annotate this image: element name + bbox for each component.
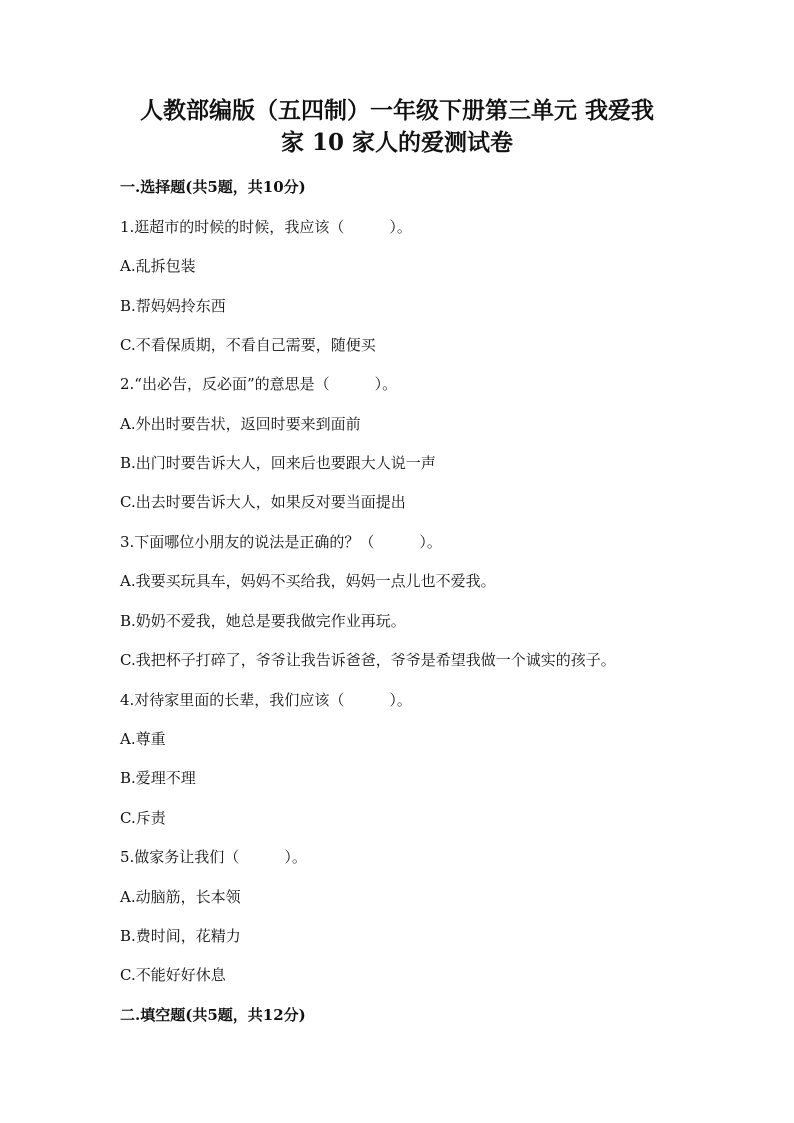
question-2-stem: 2.“出必告，反必面”的意思是（ ）。 <box>120 375 398 393</box>
question-3-option-b: B.奶奶不爱我，她总是要我做完作业再玩。 <box>120 612 406 630</box>
section-heading-fill-blank: 二.填空题(共5题，共12分) <box>120 1006 306 1024</box>
page-title-line-2: 家 10 家人的爱测试卷 <box>280 129 514 156</box>
question-4-option-c: C.斥责 <box>120 809 166 827</box>
question-4-stem: 4.对待家里面的长辈，我们应该（ ）。 <box>120 691 412 709</box>
question-2-option-a: A.外出时要告状，返回时要来到面前 <box>120 415 361 433</box>
question-5-option-a: A.动脑筋，长本领 <box>120 888 241 906</box>
question-5-option-c: C.不能好好休息 <box>120 966 226 984</box>
question-5-option-b: B.费时间，花精力 <box>120 927 241 945</box>
question-2-option-c: C.出去时要告诉大人，如果反对要当面提出 <box>120 493 406 511</box>
question-1-stem: 1.逛超市的时候的时候，我应该（ ）。 <box>120 218 412 236</box>
question-2-option-b: B.出门时要告诉大人，回来后也要跟大人说一声 <box>120 454 436 472</box>
question-3-option-a: A.我要买玩具车，妈妈不买给我，妈妈一点儿也不爱我。 <box>120 572 496 590</box>
question-5-stem: 5.做家务让我们（ ）。 <box>120 848 307 866</box>
question-3-stem: 3.下面哪位小朋友的说法是正确的？（ ）。 <box>120 533 442 551</box>
page-title-line-1: 人教部编版（五四制）一年级下册第三单元 我爱我 <box>139 97 654 124</box>
question-3-option-c: C.我把杯子打碎了，爷爷让我告诉爸爸，爷爷是希望我做一个诚实的孩子。 <box>120 651 616 669</box>
question-1-option-c: C.不看保质期，不看自己需要，随便买 <box>120 336 376 354</box>
question-1-option-b: B.帮妈妈拎东西 <box>120 297 226 315</box>
section-heading-choice: 一.选择题(共5题，共10分) <box>120 178 306 196</box>
question-4-option-a: A.尊重 <box>120 730 166 748</box>
question-4-option-b: B.爱理不理 <box>120 769 196 787</box>
question-1-option-a: A.乱拆包装 <box>120 257 196 275</box>
